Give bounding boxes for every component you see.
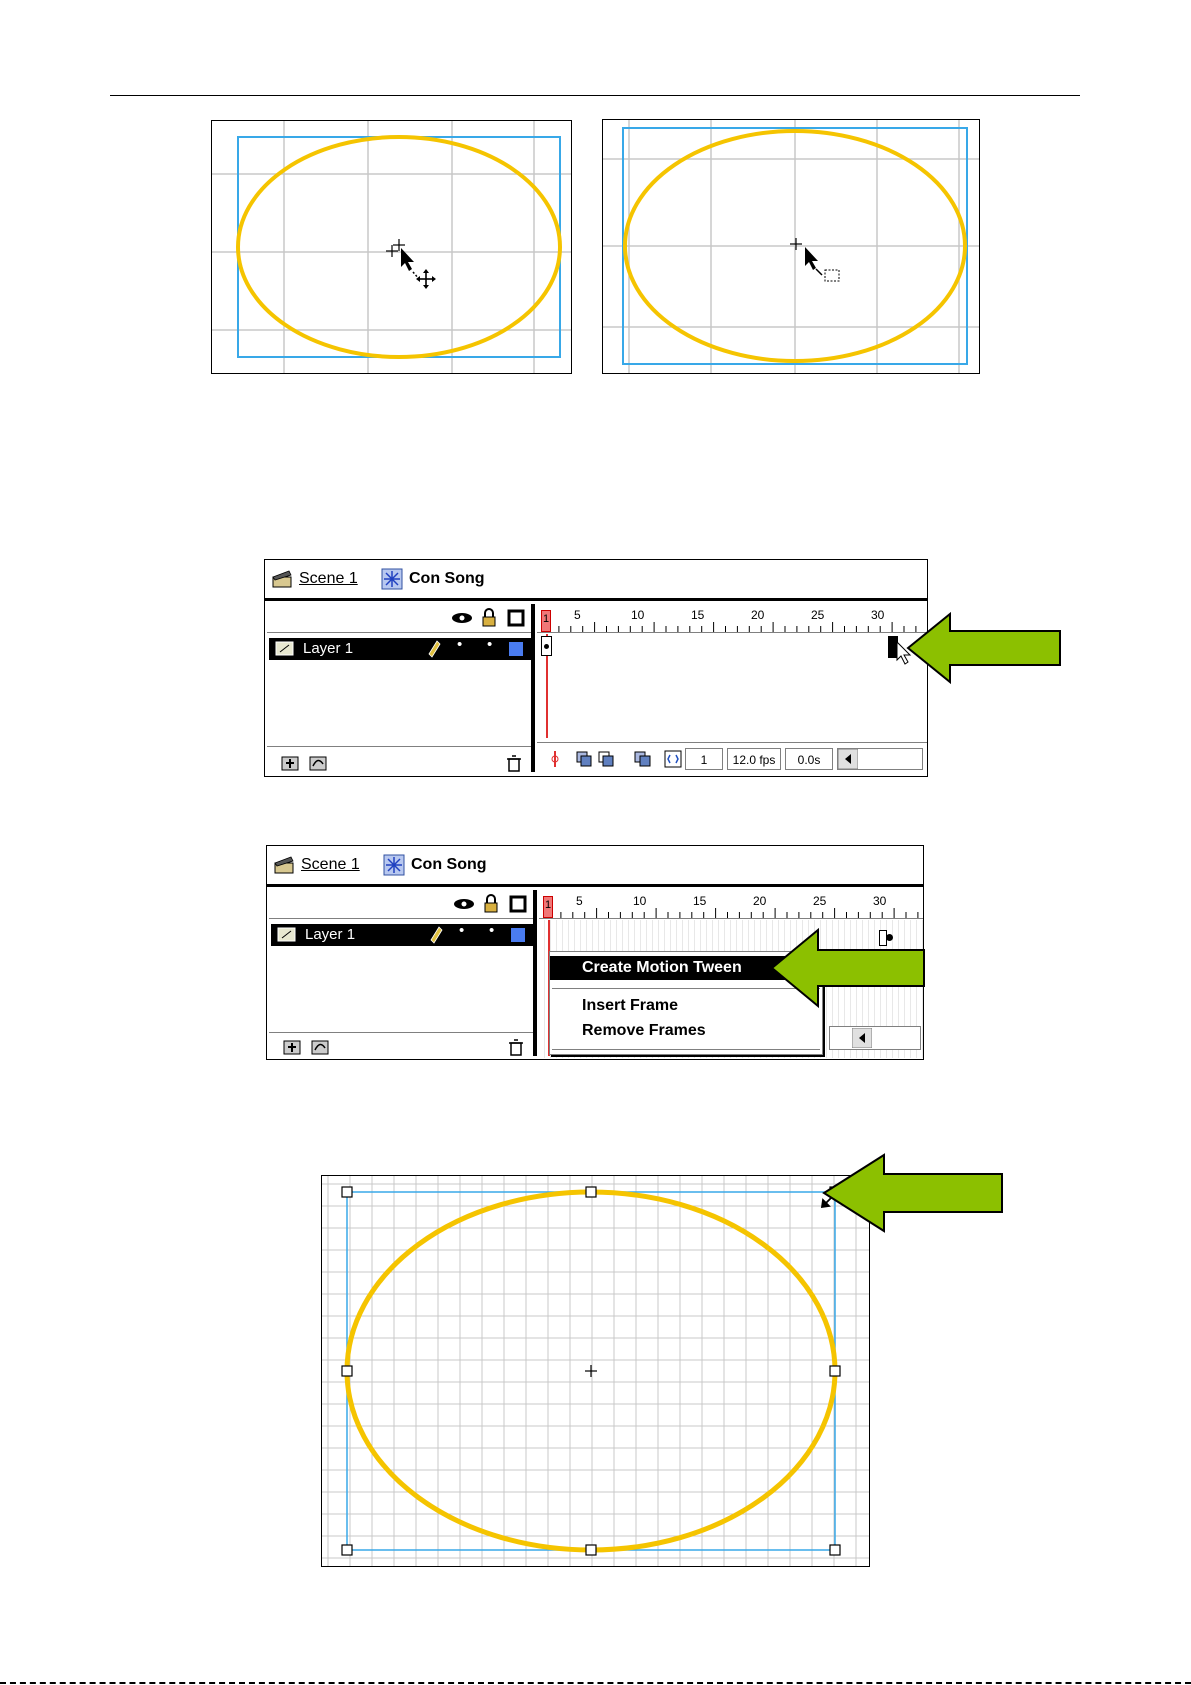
ruler-label: 15 [691,608,705,622]
add-guide-icon[interactable] [311,1038,331,1056]
add-layer-icon[interactable] [281,754,301,772]
layer-name: Layer 1 [303,640,354,657]
menu-item-create-motion-tween[interactable]: Create Motion Tween [550,956,822,980]
layer-icon [275,640,295,658]
handle-top [586,1187,596,1197]
ruler-label: 25 [813,894,827,908]
visibility-dot[interactable]: • [457,636,463,653]
move-cursor-icon [401,248,436,289]
symbol-name[interactable]: Con Song [409,570,485,587]
pencil-icon [429,926,443,944]
center-frame-icon[interactable] [545,749,565,769]
timeline-panel-1 [264,559,928,777]
green-arrow-callout-2 [770,926,926,1010]
menu-item-insert-frame[interactable]: Insert Frame [582,997,679,1014]
handle-bottom-left [342,1545,352,1555]
elapsed-time-field: 0.0s [785,748,833,770]
ruler-label: 20 [753,894,767,908]
pencil-icon [427,640,441,658]
add-layer-icon[interactable] [283,1038,303,1056]
frame-ruler[interactable] [539,890,923,919]
layer-row[interactable] [271,924,533,946]
frame-ruler[interactable] [537,604,927,633]
stage-panel-move[interactable] [211,120,572,374]
edit-multiple-frames-icon[interactable] [633,749,655,769]
scene-link[interactable]: Scene 1 [301,856,360,873]
ruler-label: 30 [871,608,885,622]
layer-name: Layer 1 [305,926,356,943]
eye-icon[interactable] [451,610,473,626]
ruler-label: 5 [576,894,583,908]
layer-icon [277,926,297,944]
ruler-label: 30 [873,894,887,908]
handle-right [830,1366,840,1376]
edit-bar [267,846,923,887]
scroll-remnant[interactable] [829,1026,921,1050]
handle-bottom-right [830,1545,840,1555]
scene-link[interactable]: Scene 1 [299,570,358,587]
lock-dot[interactable]: • [487,636,493,653]
layers-panel [269,890,537,1056]
outline-icon[interactable] [509,895,527,913]
ruler-label: 5 [574,608,581,622]
lock-icon[interactable] [481,608,497,628]
movieclip-icon [383,854,405,876]
ruler-label: 15 [693,894,707,908]
registration-cross [790,238,802,250]
keyframe-1[interactable] [541,636,552,656]
scroll-left-icon[interactable] [852,1028,872,1048]
layer-row[interactable] [269,638,531,660]
ruler-label: 25 [811,608,825,622]
lock-dot[interactable]: • [489,922,495,939]
ruler-ticks [537,604,927,632]
stage-canvas [322,1176,869,1566]
bottom-rule [0,1682,1191,1684]
onion-skin-icon[interactable] [575,749,619,769]
registration-cross [585,1365,597,1377]
layer-color-swatch[interactable] [511,928,525,942]
edit-bar [265,560,927,601]
scene-icon [273,854,295,876]
layers-panel [267,604,535,772]
timeline-status-bar [537,742,927,775]
playhead[interactable]: 1 [543,896,553,918]
ruler-ticks [539,890,923,918]
outline-icon[interactable] [507,609,525,627]
modify-onion-markers-icon[interactable] [663,749,685,769]
frame-area[interactable] [537,634,927,740]
symbol-name[interactable]: Con Song [411,856,487,873]
current-frame-field: 1 [685,748,723,770]
trash-icon[interactable] [507,1038,525,1056]
green-arrow-callout-3 [820,1152,1004,1234]
playhead[interactable]: 1 [541,610,551,632]
eye-icon[interactable] [453,896,475,912]
add-guide-icon[interactable] [309,754,329,772]
menu-separator [552,1049,820,1050]
stage-panel-select[interactable] [602,119,980,374]
green-arrow-callout-1 [900,608,1062,688]
stage-panel-transform[interactable] [321,1175,870,1567]
scroll-left-icon[interactable] [838,749,858,769]
handle-left [342,1366,352,1376]
stage-canvas [212,121,571,373]
lock-icon[interactable] [483,894,499,914]
ruler-label: 10 [633,894,647,908]
menu-item-remove-frames[interactable]: Remove Frames [582,1022,706,1039]
stage-canvas [603,120,979,373]
trash-icon[interactable] [505,754,523,772]
scene-icon [271,568,293,590]
layer-color-swatch[interactable] [509,642,523,656]
handle-top-left [342,1187,352,1197]
select-cursor-icon [805,247,839,281]
top-rule [110,95,1080,96]
ruler-label: 20 [751,608,765,622]
movieclip-icon [381,568,403,590]
visibility-dot[interactable]: • [459,922,465,939]
horizontal-scrollbar[interactable] [837,748,923,770]
ruler-label: 10 [631,608,645,622]
handle-bottom [586,1545,596,1555]
frame-rate-field[interactable]: 12.0 fps [727,748,781,770]
